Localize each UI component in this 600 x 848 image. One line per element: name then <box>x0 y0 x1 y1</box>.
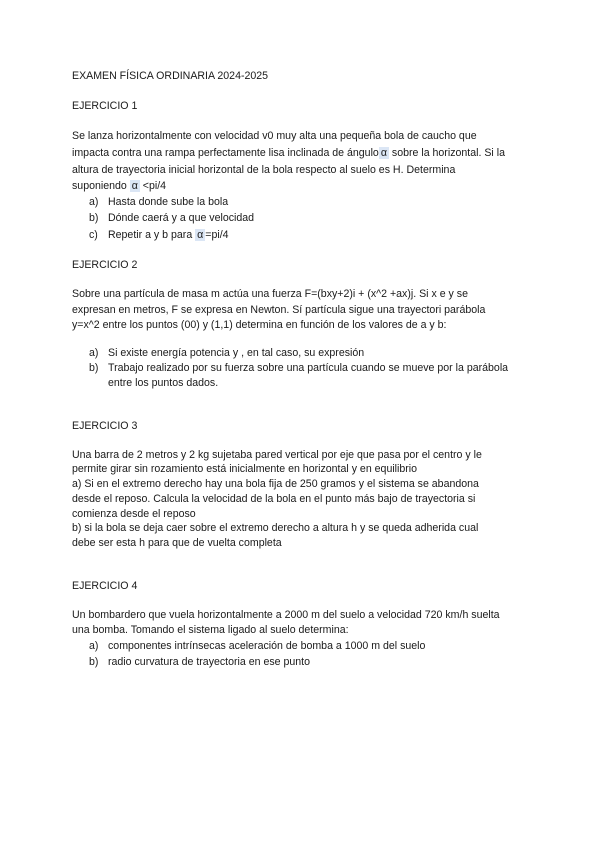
list-item-text: Si existe energía potencia y , en tal caso, su expresión <box>108 347 365 359</box>
list-item-text: Trabajo realizado por su fuerza sobre una partícula cuando se mueve por la parábola <box>108 362 509 374</box>
text-fragment: Repetir a y b para <box>108 229 196 241</box>
list-item-text: entre los puntos dados. <box>108 377 219 389</box>
exercise-3-text-line: permite girar sin rozamiento está inicialmente en horizontal y en equilibrio <box>72 463 418 475</box>
exercise-3-text-line: a) Si en el extremo derecho hay una bola fija de 250 gramos y el sistema se abandona <box>72 478 479 490</box>
list-item-label: b) <box>89 656 99 668</box>
list-item-label: b) <box>89 212 99 224</box>
text-fragment: <pi/4 <box>139 180 167 192</box>
alpha-symbol: α <box>197 229 204 241</box>
list-item-text: radio curvatura de trayectoria en ese punto <box>108 656 310 668</box>
text-fragment: =pi/4 <box>205 229 229 241</box>
exercise-2-text-line: Sobre una partícula de masa m actúa una fuerza F=(bxy+2)i + (x^2 +ax)j. Si x e y se <box>72 288 468 300</box>
exercise-3-text-line: Una barra de 2 metros y 2 kg sujetaba pared vertical por eje que pasa por el centro y le <box>72 449 482 461</box>
exercise-4-text-line: una bomba. Tomando el sistema ligado al suelo determina: <box>72 624 349 636</box>
exercise-3-text-line: desde el reposo. Calcula la velocidad de la bola en el punto más bajo de trayectoria si <box>72 493 476 505</box>
exercise-3-heading: EJERCICIO 3 <box>72 420 138 432</box>
exercise-1-text-line: altura de trayectoria inicial horizontal de la bola respecto al suelo es H. Determina <box>72 164 456 176</box>
exercise-2-text-line: expresan en metros, F se expresa en Newton. Sí partícula sigue una trayectori parábola <box>72 304 486 316</box>
list-item-text: Dónde caerá y a que velocidad <box>108 212 255 224</box>
exercise-3-text-line: debe ser esta h para que de vuelta completa <box>72 537 282 549</box>
list-item-label: a) <box>89 196 99 208</box>
exam-title: EXAMEN FÍSICA ORDINARIA 2024-2025 <box>72 70 269 82</box>
text-fragment: impacta contra una rampa perfectamente lisa inclinada de ángulo <box>72 147 379 159</box>
exercise-3-text-line: b) si la bola se deja caer sobre el extremo derecho a altura h y se queda adherida cual <box>72 522 479 534</box>
list-item-text: Hasta donde sube la bola <box>108 196 229 208</box>
list-item-text: componentes intrínsecas aceleración de bomba a 1000 m del suelo <box>108 640 426 652</box>
exercise-1-heading: EJERCICIO 1 <box>72 100 138 112</box>
exercise-4-text-line: Un bombardero que vuela horizontalmente a 2000 m del suelo a velocidad 720 km/h suelta <box>72 609 500 621</box>
list-item-label: b) <box>89 362 99 374</box>
list-item-text <box>108 230 229 241</box>
exercise-2-heading: EJERCICIO 2 <box>72 259 138 271</box>
alpha-symbol: α <box>380 147 387 159</box>
exercise-1-text-line <box>72 148 505 159</box>
alpha-symbol: α <box>131 180 138 192</box>
exercise-2-text-line: y=x^2 entre los puntos (00) y (1,1) determina en función de los valores de a y b: <box>72 319 447 331</box>
exercise-4-heading: EJERCICIO 4 <box>72 580 138 592</box>
text-fragment: suponiendo <box>72 180 130 192</box>
exercise-3-text-line: comienza desde el reposo <box>72 508 196 520</box>
exercise-1-text-line: Se lanza horizontalmente con velocidad v0 muy alta una pequeña bola de caucho que <box>72 130 477 142</box>
text-fragment: sobre la horizontal. Si la <box>388 147 505 159</box>
list-item-label: a) <box>89 640 99 652</box>
list-item-label: a) <box>89 347 99 359</box>
list-item-label: c) <box>89 229 98 241</box>
exercise-1-text-line <box>72 181 166 192</box>
